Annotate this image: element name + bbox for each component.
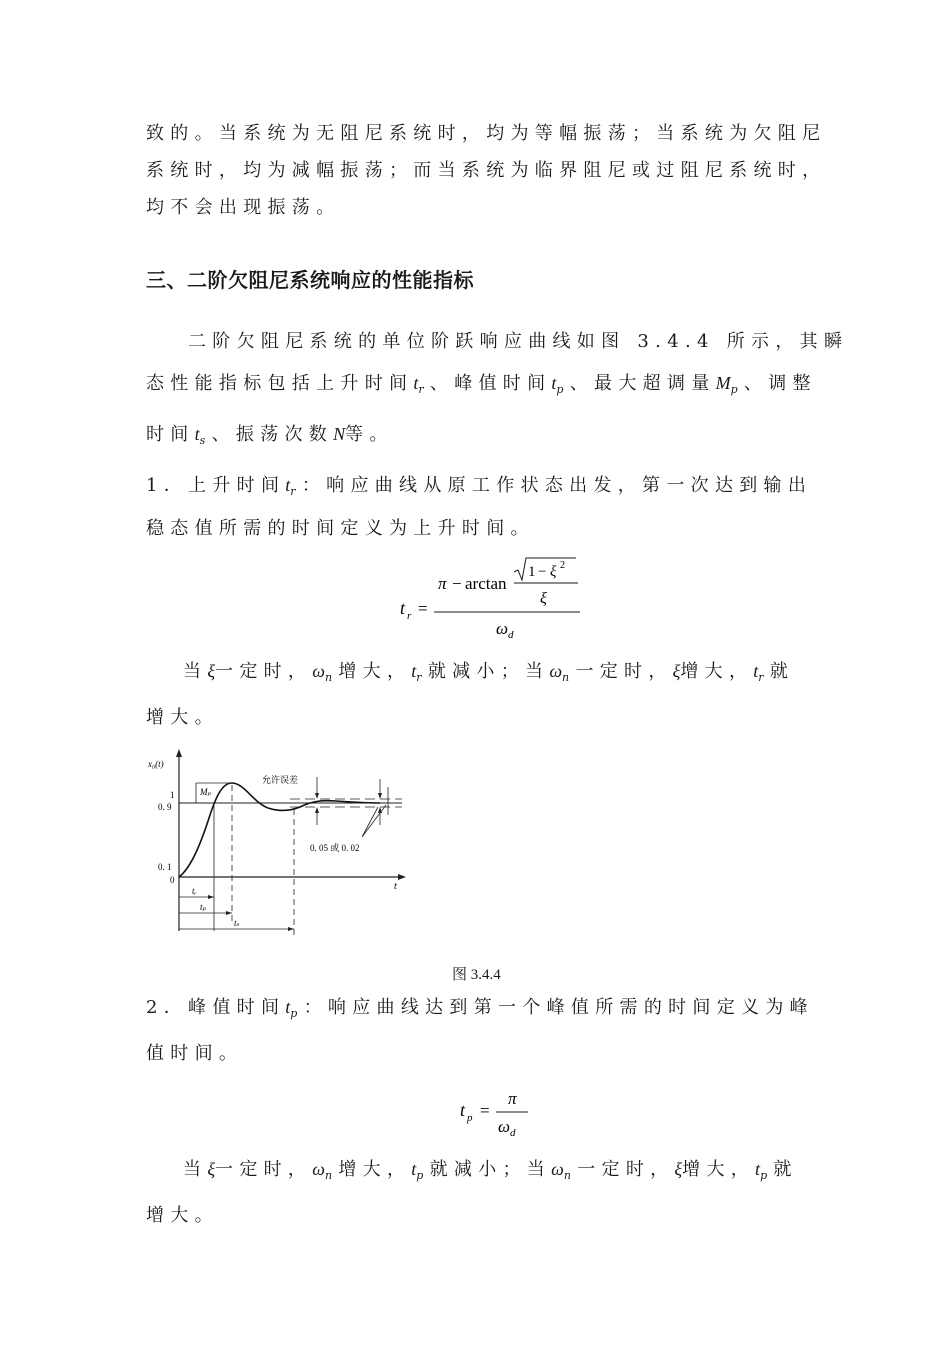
eq-symbol: t (400, 598, 406, 618)
tr-label: tᵣ (192, 886, 197, 896)
x-axis-arrow (398, 874, 406, 880)
text-span: 增大， (338, 661, 412, 682)
figure-caption: 图 3.4.4 (452, 967, 501, 983)
text-span: 2．峰值时间 (146, 997, 286, 1018)
text-span: 、最大超调量 (569, 373, 716, 394)
eq-equals: = (418, 599, 428, 618)
tolerance-arrowhead (315, 807, 319, 813)
text-span: 增大， (338, 1159, 412, 1180)
text-span: ：响应曲线达到第一个峰值所需的时间定义为峰 (303, 997, 814, 1018)
text-span: 、调整 (743, 373, 817, 394)
text-line (146, 996, 814, 1025)
symbol-t: t (755, 1159, 761, 1179)
text-span: 、振荡次数 (211, 424, 334, 445)
symbol-t: t (753, 661, 759, 681)
symbol-t: t (285, 475, 291, 495)
text-span: 就减小；当 (429, 1159, 552, 1180)
text-span: 时间 (146, 424, 195, 445)
symbol-omega: ω (549, 661, 563, 681)
band-label: 0. 05 或 0. 02 (310, 843, 360, 853)
text-line: 系统时，均为减幅振荡；而当系统为临界阻尼或过阻尼系统时， (146, 160, 827, 181)
subscript-p: p (760, 1169, 774, 1182)
text-span: 就减小；当 (427, 661, 550, 682)
ts-label: tₛ (234, 918, 240, 928)
tp-arrowhead (226, 911, 232, 915)
symbol-t: t (411, 661, 417, 681)
symbol-omega: ω (312, 661, 325, 681)
text-span: 1．上升时间 (146, 475, 286, 496)
eq-subscript: d (510, 1127, 516, 1139)
symbol-t: t (411, 1159, 417, 1179)
subscript-n: n (324, 1169, 339, 1182)
x-axis-label: t (394, 881, 397, 892)
eq-symbol: t (460, 1100, 466, 1120)
subscript-p: p (556, 383, 570, 396)
text-span: 增大， (680, 661, 754, 682)
tp-label: tₚ (200, 902, 207, 912)
tick-label-0-9: 0. 9 (158, 802, 172, 812)
text-line: 增大。 (146, 707, 219, 728)
text-line: 增大。 (146, 1205, 219, 1226)
response-curve (179, 783, 380, 877)
tr-arrowhead (208, 895, 214, 899)
text-line (183, 660, 808, 689)
text-span: 态性能指标包括上升时间 (146, 373, 414, 394)
text-line: 二阶欠阻尼系统的单位阶跃响应曲线如图 3.4.4 所示，其瞬 (188, 331, 849, 352)
symbol-omega: ω (312, 1159, 325, 1179)
subscript-r: r (416, 671, 428, 684)
text-line (146, 372, 817, 401)
text-line (146, 423, 806, 452)
eq-square: 2 (560, 560, 565, 571)
text-span: 、峰值时间 (429, 373, 552, 394)
tolerance-label: 允许误差 (262, 775, 299, 785)
text-span: 就 (773, 1159, 798, 1180)
eq-subscript: r (407, 610, 412, 622)
eq-pi: π (438, 574, 447, 593)
text-span: 一定时， (215, 661, 313, 682)
mp-label: Mₚ (200, 787, 212, 797)
eq-equals: = (480, 1101, 490, 1120)
origin-label: 0 (170, 875, 175, 885)
y-axis-label: x₀(t) (148, 759, 164, 769)
subscript-r: r (418, 383, 430, 396)
section-heading: 三、二阶欠阻尼系统响应的性能指标 (146, 268, 474, 292)
text-line: 均不会出现振荡。 (146, 197, 341, 218)
text-line: 致的。当系统为无阻尼系统时，均为等幅振荡；当系统为欠阻尼 (146, 123, 827, 144)
subscript-n: n (563, 1169, 578, 1182)
eq-pi: π (508, 1089, 517, 1108)
text-span: 就 (769, 661, 795, 682)
tolerance-arrowhead (315, 793, 319, 799)
subscript-r: r (758, 671, 770, 684)
text-span: 一定时， (577, 1159, 675, 1180)
text-line (183, 1158, 808, 1187)
eq-minus: − (452, 574, 462, 593)
rise-time-equation (390, 552, 590, 642)
step-response-figure (140, 745, 420, 940)
symbol-xi: ξ (672, 661, 681, 681)
subscript-n: n (324, 671, 339, 684)
eq-minus: − (538, 564, 547, 580)
eq-subscript: p (467, 1112, 473, 1124)
subscript-r: r (290, 485, 302, 498)
symbol-N: N (333, 424, 346, 444)
tick-label-0-1: 0. 1 (158, 862, 172, 872)
eq-xi: ξ (540, 590, 547, 607)
symbol-M: M (715, 373, 731, 393)
text-line: 稳态值所需的时间定义为上升时间。 (146, 518, 535, 539)
symbol-t: t (194, 424, 200, 444)
band-arrowhead (378, 807, 382, 813)
subscript-n: n (562, 671, 576, 684)
tick-label-1: 1 (170, 790, 175, 800)
eq-xi: ξ (550, 564, 557, 580)
text-span: 当 (183, 661, 208, 682)
eq-omega: ω (498, 1117, 511, 1136)
subscript-s: s (199, 434, 212, 447)
text-line (146, 474, 813, 503)
symbol-t: t (413, 373, 419, 393)
eq-omega: ω (496, 619, 509, 638)
leader-line (362, 807, 378, 837)
symbol-xi: ξ (674, 1159, 683, 1179)
text-span: 等。 (345, 424, 394, 445)
eq-subscript: d (508, 629, 514, 641)
text-span: 增大， (682, 1159, 756, 1180)
eq-one: 1 (528, 564, 536, 580)
subscript-p: p (290, 1007, 304, 1020)
y-axis-arrow (176, 749, 182, 757)
leader-line (362, 805, 386, 837)
band-arrowhead (378, 793, 382, 799)
text-line: 值时间。 (146, 1043, 244, 1064)
text-span: ：响应曲线从原工作状态出发，第一次达到输出 (301, 475, 813, 496)
subscript-p: p (416, 1169, 430, 1182)
symbol-xi: ξ (207, 1159, 216, 1179)
eq-arctan: arctan (465, 574, 507, 593)
symbol-t: t (285, 997, 291, 1017)
text-span: 一定时， (575, 661, 673, 682)
subscript-p: p (730, 383, 744, 396)
symbol-t: t (551, 373, 557, 393)
text-span: 一定时， (215, 1159, 313, 1180)
text-span: 当 (183, 1159, 208, 1180)
symbol-omega: ω (551, 1159, 564, 1179)
symbol-xi: ξ (207, 661, 216, 681)
peak-time-equation (454, 1082, 544, 1142)
ts-arrowhead (288, 927, 294, 931)
